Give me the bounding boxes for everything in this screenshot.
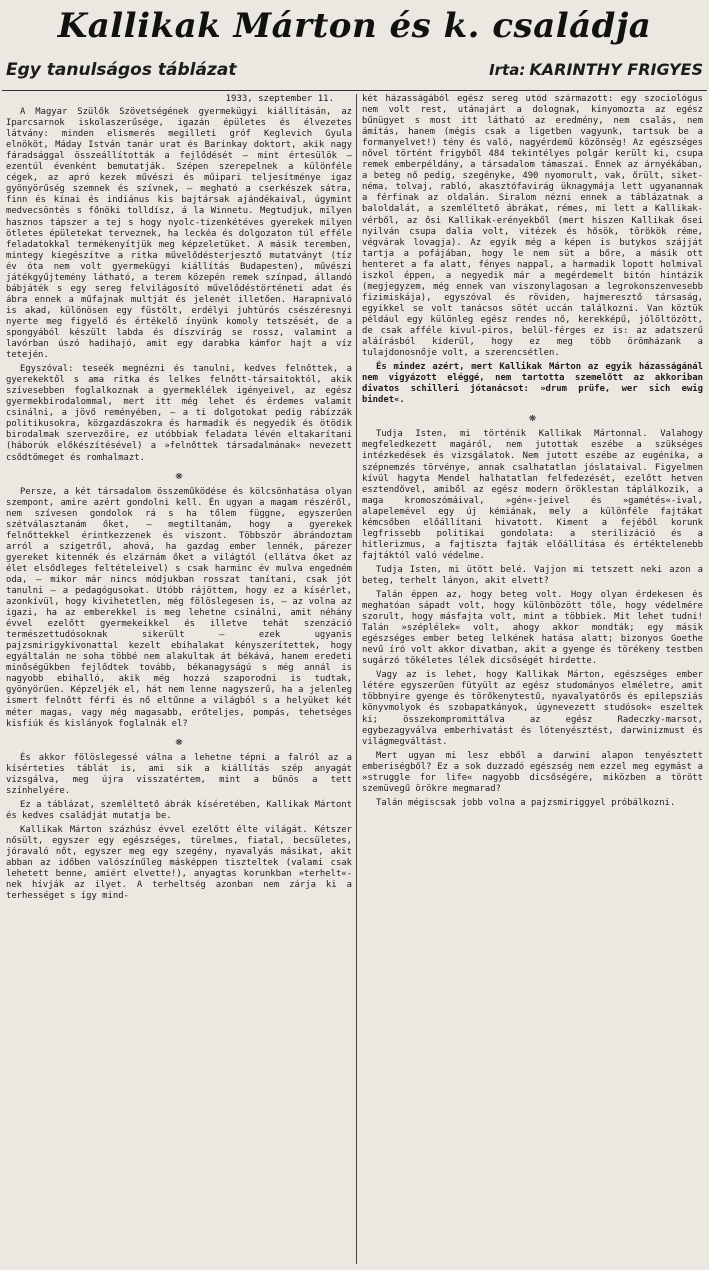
article-date: 1933, szeptember 11.	[225, 94, 334, 104]
byline	[489, 60, 703, 79]
paragraph: Tudja Isten, mi történik Kallikak Mártonnal. Valahogy megfeledkezett magáról, nem jutottak eszébe a szükséges intézkedések és vizsgálatok. Nem jutott eszébe az eugénika, a szépnemzés törvénye, annak csalhatatlan jóslataival. Figyelmen kívül hagyta Mendel halhatatlan felfedezését, ezelőtt hetven esztendővel, amiből az egész modern öröklestan táplálkozik, a maga kromoszómáival, »gén«-jeivel és »gamétés«-ival, alapelemével egy új kémiának, mely a különféle fajtákat kémcsőben előállítani hivatott. Kiment a fejéből korunk legfrissebb politikai gondolata: a sterilizáció és a hitlerizmus, a fajtiszta fajták előállítása és értéktelenebb fajtáktól való védelme.	[362, 429, 703, 561]
paragraph: És mindez azért, mert Kallikak Márton az egyik házasságánál nem vigyázott eléggé, nem tartotta szemelőtt az akkoriban divatos schilleri jótanácsot: »drum prüfe, wer sich ewig bindet«.	[362, 362, 703, 406]
paragraph: Kallikak Márton százhúsz évvel ezelőtt élte világát. Kétszer nősült, egyszer egy egészséges, türelmes, fiatal, becsületes, jóravaló nőt, egyszer meg egy szegény, nyavalyás másikat, akit abban az időben valószínűleg másképpen tiszteltek (valami csak lehetett benne, amiért elvette!), anyagtas korunkban »terhelt«-nek hívják az ilyet. A terheltség azonban nem zárja ki a terhességet s így mind-	[6, 824, 352, 902]
paragraph: És akkor fölöslegessé válna a lehetne tépni a falról az a kísérteties táblát is, ami sik a kiállítás szép anyagát vizsgálva, meg újra visszatértem, mint a bűnös a tett színhelyére.	[6, 752, 352, 796]
author-name: KARINTHY FRIGYES	[529, 60, 703, 79]
article-title: Kallikak Márton és k. családja	[57, 6, 652, 46]
paragraph: Talán éppen az, hogy beteg volt. Hogy olyan érdekesen és meghatóan sápadt volt, hogy különbözött tőle, hogy védelmére szorult, hogy másfajta volt, mint a többiek. Mit lehet tudni! Talán »széplélek« volt, ahogy akkor mondták; egy másik egészséges ember beteg lelkének hatása alatt; bizonyos Goethe nevű író volt akkor divatban, akit a gyenge és törékeny testben sugárzó tökéletes lélek dicsőségét hirdette.	[362, 590, 703, 667]
subtitle-row	[6, 60, 703, 86]
left-column	[6, 94, 352, 1266]
section-separator: ❋	[528, 410, 537, 425]
column-divider	[356, 94, 357, 1264]
section-separator: ❋	[175, 733, 183, 748]
paragraph: Mert ugyan mi lesz ebből a darwini alapon tenyésztett emberiségből? Ez a sok duzzadó egészség nem ezzel meg egymást a »struggle for life« nagyobb dicsőségére, miközben a törött szemüvegű örökre megmarad?	[362, 750, 703, 794]
section-separator: ❋	[175, 467, 183, 482]
paragraph: Tudja Isten, mi ütött belé. Vajjon mi tetszett neki azon a beteg, terhelt lányon, akit elvett?	[362, 564, 703, 586]
paragraph: A Magyar Szülők Szövetségének gyermekügyi kiállításán, az Iparcsarnok iskolaszerűsége, igazán épületes és élvezetes látvány: minden elismerés megilleti gróf Keglevich Gyula elnököt, Máday István tanár urat és Barinkay doktort, akik nagy fáradsággal összeállították a fejlődését — mint értesülök — ezentúl évenként bemutatják. Szépen szerepelnek a különféle cégek, az apró kezek művészi és műipari teljesítménye igaz gyönyörűség szemnek és szívnek, — megható a cserkészek sátra, finn és kínai és indiánus kis bajtársak ajándékaival, úgymint medvecsöntés s főnöki tolldísz, á la Winnetu. Megtudjuk, milyen hasznos tápszer a tej s hogy nyolc-tizenkétéves gyerekek milyen ötletes épületekat terveznek, ha leckéa és dolgozaton túl efféle feladatokkal termékenyítjük meg képzeletüket. A másik teremben, mintegy kiegészítve a ritka művelődésterjesztő mutatványt (tíz év óta nem volt gyermekügyi kiállítás Budapesten), művészi játékgyűjtemény látható, a terem közepén remek színpad, állandó bábjáték s egy sereg felvilágosító művelődéstörténeti adat és ábra ennek a műfajnak multját és jelenét illetően. Harapnivaló is akad, különösen egy füstölt, erdélyi juhtúrós csészéresnyi nyerte meg figyelő és értékelő ínyünk komoly tetszését, de a spongyából készült labda és díszvirág se rossz, valamint a lavórban úszó hadihajó, amit egy darabka kámfor hajt a víz tetején.	[6, 107, 352, 361]
paragraph: Talán mégiscsak jobb volna a pajzsmiriggyel próbálkozni.	[376, 797, 676, 808]
paragraph: Persze, a két társadalom összeműködése és kölcsönhatása olyan szempont, amire azért gondolni kell. Én ugyan a magam részéről, nem szívesen gondolok rá s ha tőlem függne, egyszerűen szétválasztanám őket, — megtiltanám, hogy a gyerekek felnőttekkel érintkezzenek és viszont. Többször ábrándoztam arról a szigetről, ahová, ha gazdag ember lennék, párezer gyereket kitennék és elzárnám őket a világtól (ellátva őket az élet elsődleges feltételeivel) s csak harminc év mulva engedném oda, — mikor már nincs módjukban rosszat tanítani, csak jót tanulni — a pedagógusokat. Utóbb rájöttem, hogy ez a kísérlet, azonkívül, hogy kivihetetlen, még fölöslegesen is, — az volna az igazi, ha az emberekkel is meg lehetne csinálni, amit néhány évvel ezelőtt gyermekeikkel és illetve tehát szenzáció természettudósoknak sikerült — ezek ugyanis pajzsmirigykivonattal kezelt ebihalakat kényszerítettek, hogy egyáltalán ne soha többé nem alakultak át békává, hanem eredeti minőségükben fejlődtek tovább, békanagyságú s még annál is nagyobb ebihalló, akik még hozzá szaporodni is tudtak, gyönyörűen. Képzeljék el, hát nem lenne nagyszerű, ha a jelenleg ismert felnőtt férfi és nő eltűnne a világból s a helyüket két méter magas, vagy még magasabb, erőteljes, pompás, tehetséges kisfiúk és kislányok foglalnák el?	[6, 486, 352, 729]
paragraph: Ez a táblázat, szemléltető ábrák kíséretében, Kallikak Mártont és kedves családját mutatja be.	[6, 799, 352, 821]
paragraph: két házasságából egész sereg utód származott: egy szociológus nem volt rest, utánajárt a dolognak, kinyomozta az egész bűnügyet s most itt látható az eredmény, nem csalás, nem ámítás, hanem (mégis csak a ligetben vagyunk, tartsuk be a formanyelvet!) tény és való, nagyérdemű közönség! Az egészséges nővel történt frigyből 484 tekintélyes polgár került ki, csupa remek emberpéldány, a társadalom támaszai. Ennek az árnyékában, a beteg nő pedig, szegényke, 490 nyomorult, vak, őrült, siket-néma, tolvaj, rabló, akasztófavirág üknagymája lett ugyanannak a férfinak az oldalán. Siralom nézni ennek a táblázatnak a baloldalát, a szemléltető ábrákat, rémes, mi lett a Kallikak-vérből, az ősi Kallikak-erényekből (mert hiszen Kallikak ősei nyilván csupa dalia volt, vitézek és hősök, törökök réme, végvárak lovagja). Az egyik még a képen is butykos szájját tartja a pofájában, hogy le nem süt a bőre, a másik ott henteret a fa alatt, fényes nappal, a harmadik lopott holmival iszkol éppen, a negyedik már a megérdemelt bitón hintázik (megjegyzem, még ennek van viszonylagosan a legrokonszenvesebb fizimiskája), egyszóval és röviden, hajmeresztő társaság, egyikkel se volt tanácsos sötét uccán találkozni. Van köztük például egy különleg egész rendes nő, kerekképű, jólöltözött, de csak afféle kivul-piros, belül-férges ez is: az adatszerű aláírásból kiderül, hogy ez meg több örömházank a tulajdonosnője volt, a szerencsétlen.	[362, 94, 703, 359]
right-column	[362, 94, 703, 1266]
byline-prefix: Irta:	[489, 61, 526, 79]
paragraph: Vagy az is lehet, hogy Kallikak Márton, egészséges ember létére egyszerűen fütyült az egész studományos elméletre, amit többnyire gyenge és törőkenytestű, nyavalyatörős és epilepsziás könyvmolyok és szobapatkányok, úgynevezett studósok« eszeltek ki; összekompromittálva az egész Radeczky-marsot, egybezagyválva emberhivatást és lótenyésztést, darwinizmust és világmegváltást.	[362, 670, 703, 747]
header-rule	[2, 90, 707, 91]
paragraph: Egyszóval: teseék megnézni és tanulni, kedves felnőttek, a gyerekektől s ama ritka és lelkes felnőtt-társaitoktól, akik szívesebben foglalkoznak a gyermeklélek igényeivel, az egész gyermekbirodalommal, mert itt még lehet és érdemes valamit csinálni, a jövő reményében, — a ti dolgotokat pedig rábízzák politikusokra, közgazdászokra és harmadik és negyedik és ötödik birodalmak szervezőire, ez utóbbiak feladata lévén eltakarítani (háborúk előkészítésével) a »felnőttek társadalmának« nevezett csődtömeget és romhalmazt.	[6, 364, 352, 463]
article-subtitle: Egy tanulságos táblázat	[6, 60, 237, 80]
